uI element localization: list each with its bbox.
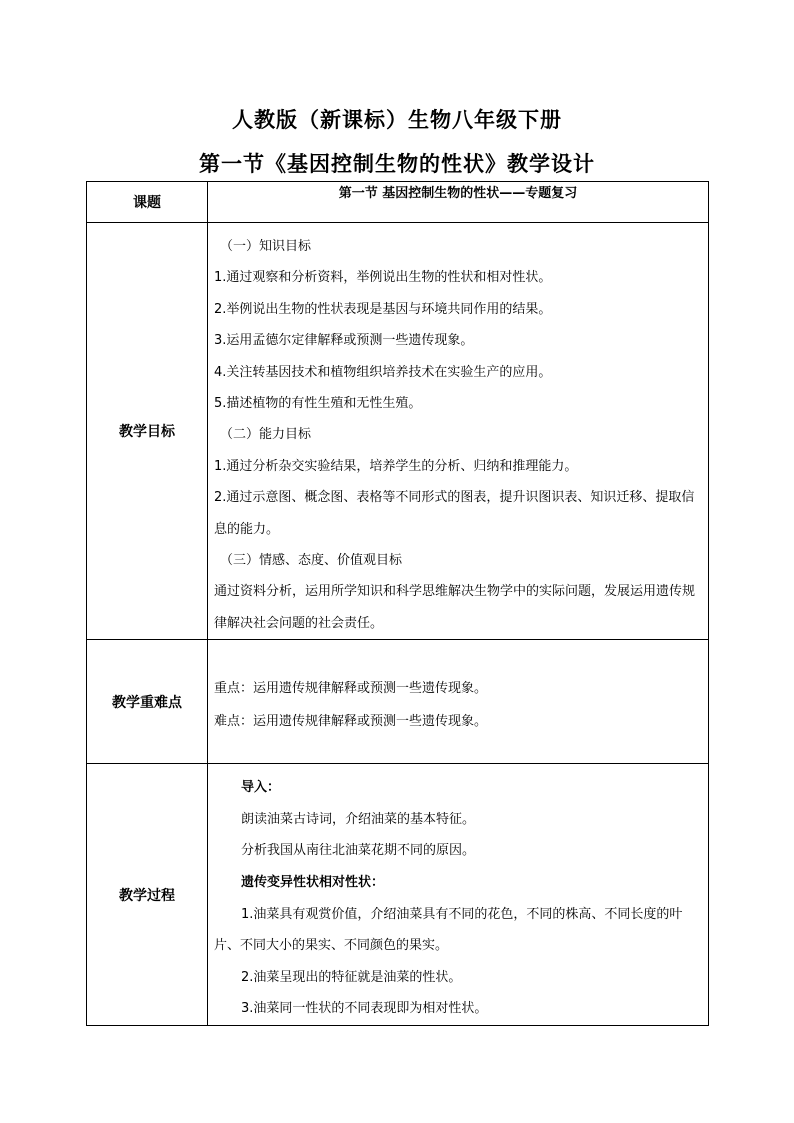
goals-label: 教学目标 <box>87 223 208 640</box>
trait-item: 2.油菜呈现出的特征就是油菜的性状。 <box>241 969 462 985</box>
knowledge-item: 3.运用孟德尔定律解释或预测一些遗传现象。 <box>214 333 474 349</box>
key-point: 重点：运用遗传规律解释或预测一些遗传现象。 <box>214 681 488 697</box>
process-content <box>208 764 709 1026</box>
knowledge-heading: （一）知识目标 <box>220 239 312 254</box>
process-row <box>87 764 709 1026</box>
key-points-row <box>87 640 709 764</box>
ability-item: 1.通过分析杂交实验结果，培养学生的分析、归纳和推理能力。 <box>214 458 578 474</box>
emotion-text: 通过资料分析，运用所学知识和科学思维解决生物学中的实际问题，发展运用遗传规律解决社会问题的社会责任。 <box>214 584 696 631</box>
process-label: 教学过程 <box>87 764 208 1026</box>
knowledge-item: 5.描述植物的有性生殖和无性生殖。 <box>214 396 422 412</box>
topic-row <box>87 182 709 223</box>
key-points-label: 教学重难点 <box>87 640 208 764</box>
topic-value: 第一节 基因控制生物的性状——专题复习 <box>208 182 709 223</box>
emotion-heading: （三）情感、态度、价值观目标 <box>220 553 403 569</box>
lesson-title: 第一节《基因控制生物的性状》教学设计 <box>199 151 595 176</box>
difficult-point: 难点：运用遗传规律解释或预测一些遗传现象。 <box>214 714 488 730</box>
goals-row <box>87 223 709 640</box>
topic-label: 课题 <box>87 182 208 223</box>
goals-content <box>208 223 709 640</box>
intro-item: 分析我国从南往北油菜花期不同的原因。 <box>241 843 476 859</box>
trait-heading: 遗传变异性状相对性状： <box>241 875 385 891</box>
knowledge-item: 1.通过观察和分析资料，举例说出生物的性状和相对性状。 <box>214 270 552 286</box>
trait-item: 1.油菜具有观赏价值，介绍油菜具有不同的花色，不同的株高、不同长度的叶片、不同大小的果实、不同颜色的果实。 <box>214 906 683 954</box>
trait-item: 3.油菜同一性状的不同表现即为相对性状。 <box>241 1001 488 1017</box>
document-title: 人教版（新课标）生物八年级下册 <box>232 107 562 132</box>
ability-heading: （二）能力目标 <box>220 427 312 443</box>
ability-item: 2.通过示意图、概念图、表格等不同形式的图表，提升识图识表、知识迁移、提取信息的能力。 <box>214 490 695 537</box>
intro-heading: 导入： <box>241 780 281 796</box>
knowledge-item: 2.举例说出生物的性状表现是基因与环境共同作用的结果。 <box>214 301 552 317</box>
intro-item: 朗读油菜古诗词，介绍油菜的基本特征。 <box>241 811 476 827</box>
key-points-content <box>208 640 709 764</box>
lesson-plan-table <box>86 181 709 1026</box>
knowledge-item: 4.关注转基因技术和植物组织培养技术在实验生产的应用。 <box>214 364 552 380</box>
